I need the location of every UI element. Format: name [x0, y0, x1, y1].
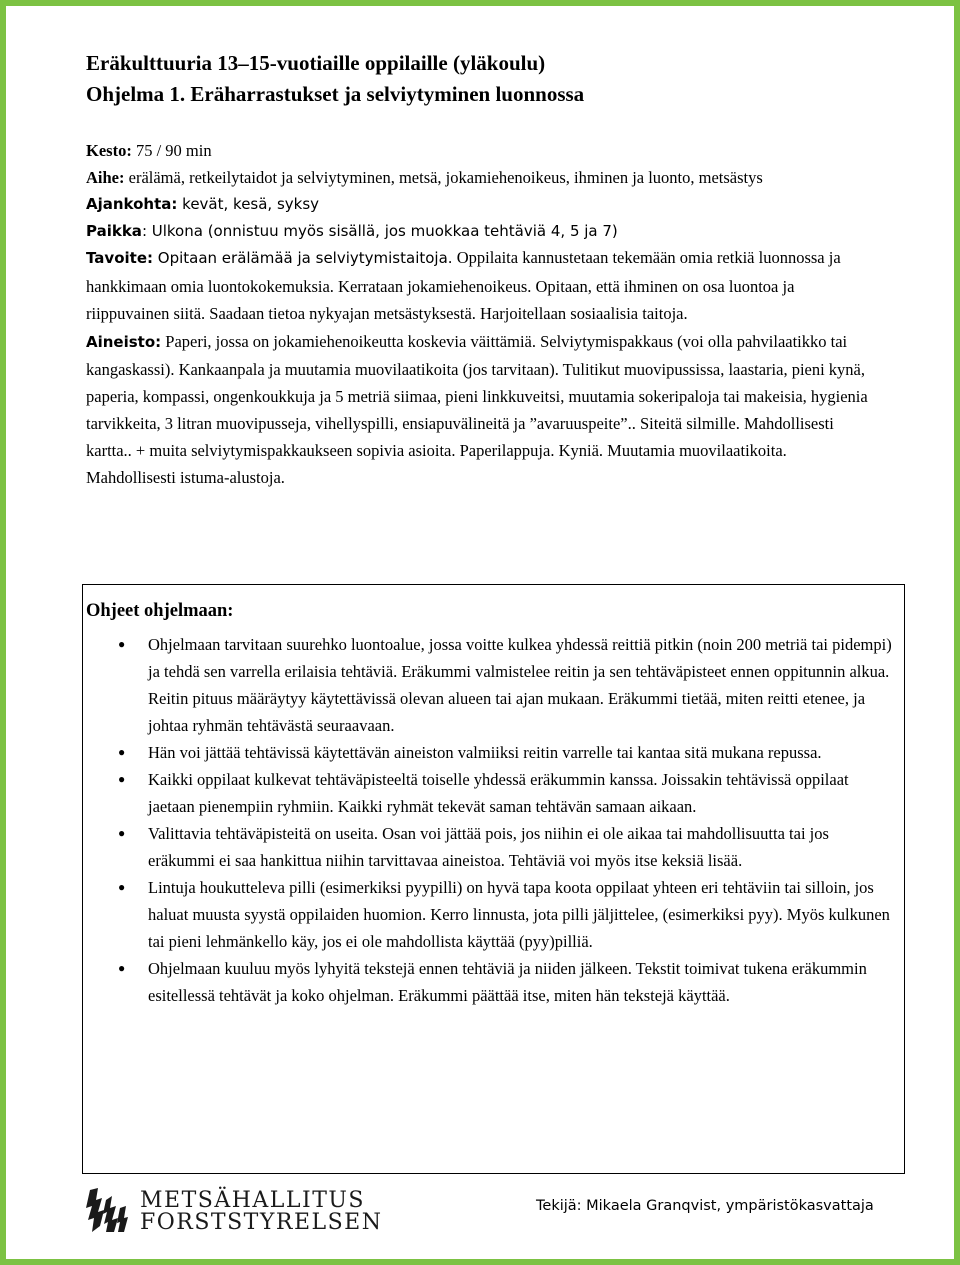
metsahallitus-logo-icon — [84, 1186, 130, 1234]
kesto-row — [86, 138, 876, 165]
list-item-text: Valittavia tehtäväpisteitä on useita. Osan voi jättää pois, jos niihin ei ole aikaa tai mahdollisuutta tai jos eräkummi ei saa hankittua niihin tarvittavaa aineistoa. Tehtäviä voi myös itse keksiä lisää. — [148, 824, 829, 870]
paikka-label: Paikka — [86, 221, 142, 240]
metsahallitus-logo — [84, 1186, 383, 1236]
list-item — [86, 955, 896, 1009]
author-credit: Tekijä: Mikaela Granqvist, ympäristökasvattaja — [536, 1198, 874, 1214]
bullet-icon: ● — [118, 637, 126, 651]
list-item — [86, 631, 896, 739]
aineisto-row — [86, 328, 876, 491]
list-item-text: Hän voi jättää tehtävissä käytettävän aineiston valmiiksi reitin varrelle tai kantaa sitä mukana repussa. — [148, 743, 822, 762]
ajankohta-row — [86, 191, 876, 218]
tavoite-value: Oppilaita kannustetaan tekemään omia retkiä luonnossa ja hankkimaan omia luontokokemuksia. Kerrataan jokamiehenoikeus. Opitaan, että ihminen on osa luontoa ja riippuvainen siitä. Saadaan tietoa nykyajan metsästyksestä. Harjoitellaan sosiaalisia taitoja. — [86, 248, 841, 323]
instructions-list — [86, 631, 896, 1009]
aihe-row — [86, 165, 876, 192]
tavoite-row — [86, 244, 876, 328]
aineisto-label: Aineisto: — [86, 332, 162, 351]
tavoite-label: Tavoite: — [86, 249, 153, 267]
list-item-text: Lintuja houkutteleva pilli (esimerkiksi pyypilli) on hyvä tapa koota oppilaat yhteen eri tehtäviin tai silloin, jos haluat muusta syystä oppilaiden huomion. Kerro linnusta, jota pilli jäljittelee, (esimerkiksi pyy). Myös kulkunen tai pieni lehmänkello käy, jos ei ole mahdollista käyttää (pyy)pilliä. — [148, 878, 890, 951]
aihe-label: Aihe: — [86, 167, 125, 187]
list-item — [86, 820, 896, 874]
bullet-icon: ● — [118, 880, 126, 894]
list-item-text: Kaikki oppilaat kulkevat tehtäväpisteeltä toiselle yhdessä eräkummin kanssa. Joissakin tehtävissä oppilaat jaetaan pienempiin ryhmiin. Kaikki ryhmät tekevät saman tehtävän samaan aikaan. — [148, 770, 849, 816]
aineisto-value: Paperi, jossa on jokamiehenoikeutta koskevia väittämiä. Selviytymispakkaus (voi olla pahvilaatikko tai kangaskassi). Kankaanpala ja muutamia muovilaatikoita (jos tarvitaan). Tulitikut muovipussissa, laastaria, pieni kynä, paperia, kompassi, ongenkoukkuja ja 5 metriä siimaa, pieni linkkuveitsi, muutamia sokeripaloja tai makeisia, hygienia tarvikkeita, 3 litran muovipusseja, vihellyspilli, ensiapuvälineitä ja ”avaruuspeite”.. Siteitä silmille. Mahdollisesti kartta.. + muita selviytymispakkaukseen sopivia asioita. Paperilappuja. Kyniä. Muutamia muovilaatikoita. Mahdollisesti istuma-alustoja. — [86, 331, 868, 487]
paikka-value: : Ulkona (onnistuu myös sisällä, jos muokkaa tehtäviä 4, 5 ja 7) — [141, 221, 618, 240]
tavoite-value-start: Opitaan erälämää ja selviytymistaitoja. — [153, 249, 453, 267]
ajankohta-value: kevät, kesä, syksy — [177, 195, 320, 213]
logo-line-1: METSÄHALLITUS — [140, 1188, 365, 1213]
title-line-1: Eräkulttuuria 13–15-vuotiaille oppilaille (yläkoulu) — [86, 51, 546, 75]
ajankohta-label: Ajankohta: — [86, 195, 178, 213]
list-item — [86, 766, 896, 820]
kesto-value: 75 / 90 min — [131, 141, 212, 160]
list-item-text: Ohjelmaan kuuluu myös lyhyitä tekstejä ennen tehtäviä ja niiden jälkeen. Tekstit toimivat tukena eräkummin esitellessä tehtävät ja koko ohjelman. Eräkummi päättää itse, miten hän tekstejä käyttää. — [148, 959, 867, 1005]
instructions-title: Ohjeet ohjelmaan: — [86, 601, 234, 621]
list-item — [86, 874, 896, 955]
logo-wordmark — [140, 1190, 383, 1234]
title-line-2: Ohjelma 1. Eräharrastukset ja selviytyminen luonnossa — [86, 82, 585, 106]
bullet-icon: ● — [118, 745, 126, 759]
instructions-box — [82, 584, 905, 1174]
bullet-icon: ● — [118, 772, 126, 786]
list-item-text: Ohjelmaan tarvitaan suurehko luontoalue, jossa voitte kulkea yhdessä reittiä pitkin (noin 200 metriä tai pidempi) ja tehdä sen varrella erilaisia tehtäviä. Eräkummi valmistelee reitin ja sen tehtäväpisteet ennen oppitunnin alkua. Reitin pituus määräytyy käytettävissä olevan alueen tai ajan mukaan. Eräkummi tietää, miten reitti etenee, ja johtaa ryhmän tehtävästä seuraavaan. — [148, 635, 892, 735]
logo-line-2: FORSTSTYRELSEN — [140, 1210, 383, 1235]
document-title — [86, 48, 906, 110]
paikka-row — [86, 218, 876, 245]
bullet-icon: ● — [118, 961, 126, 975]
kesto-label: Kesto: — [86, 141, 132, 160]
bullet-icon: ● — [118, 826, 126, 840]
list-item — [86, 739, 896, 766]
aihe-value: erälämä, retkeilytaidot ja selviytyminen, metsä, jokamiehenoikeus, ihminen ja luonto, metsästys — [124, 167, 763, 187]
program-details — [86, 138, 876, 491]
